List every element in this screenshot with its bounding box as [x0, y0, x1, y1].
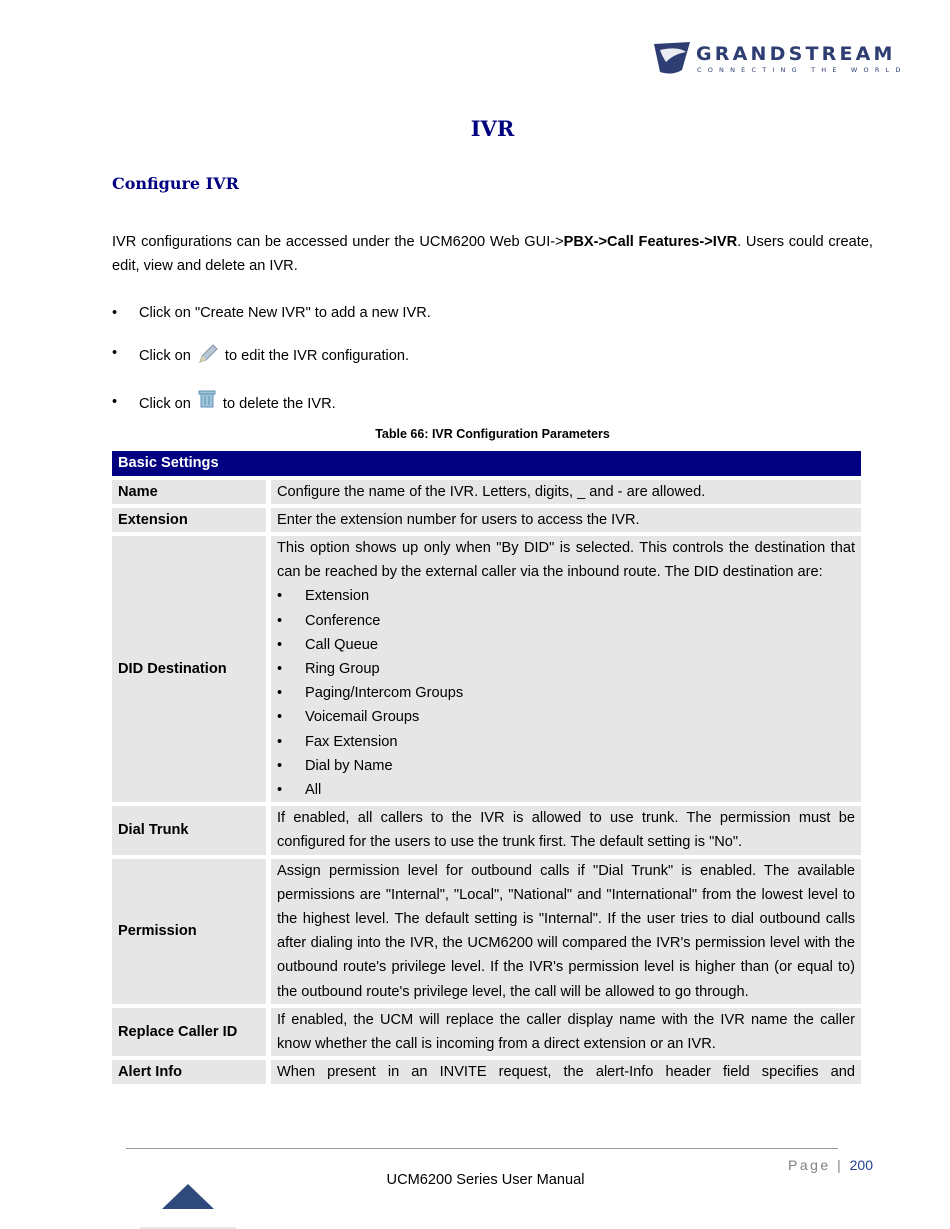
- param-description: If enabled, the UCM will replace the caller display name with the IVR name the caller know whether the call is incoming from a direct extension or an IVR.: [271, 1008, 861, 1056]
- list-item-text: Extension: [304, 588, 370, 605]
- list-item-text: Ring Group: [304, 661, 380, 678]
- brand-tagline: CONNECTING THE WORLD: [697, 66, 907, 74]
- param-description: Configure the name of the IVR. Letters, digits, _ and - are allowed.: [271, 480, 861, 504]
- bullet-delete-line: [139, 389, 336, 412]
- intro-sep1: ->: [593, 234, 608, 250]
- list-item-text: All: [304, 782, 322, 799]
- param-description: When present in an INVITE request, the alert-Info header field specifies and: [271, 1060, 861, 1084]
- footer-logo-icon: [140, 1183, 236, 1229]
- page-number-value: 200: [849, 1157, 873, 1173]
- footer-divider: [126, 1148, 838, 1149]
- list-item: • Paging/Intercom Groups: [276, 685, 464, 702]
- bullet-text: Click on: [139, 395, 191, 412]
- table-row: [112, 480, 861, 504]
- param-description: This option shows up only when "By DID" is selected. This controls the destination that can be reached by the external caller via the inbound route. The DID destination are:: [276, 540, 855, 581]
- list-item-text: Voicemail Groups: [304, 709, 420, 726]
- param-name: Alert Info: [112, 1060, 266, 1084]
- grandstream-logo: [652, 40, 908, 80]
- list-item-text: Call Queue: [304, 636, 378, 653]
- intro-sep2: ->: [699, 234, 713, 250]
- trash-icon: [197, 389, 217, 409]
- table-row: [112, 806, 861, 854]
- grandstream-logo-icon: [652, 40, 692, 76]
- list-item-text: Paging/Intercom Groups: [304, 685, 464, 702]
- footer-manual-title: UCM6200 Series User Manual: [386, 1172, 585, 1188]
- bullet-text: Click on "Create New IVR" to add a new IVR.: [139, 305, 431, 321]
- list-item-text: Fax Extension: [304, 733, 398, 750]
- list-item: • All: [276, 782, 322, 799]
- intro-text: IVR configurations can be accessed under the UCM6200 Web GUI->: [112, 234, 564, 250]
- param-name: Name: [112, 480, 266, 504]
- param-description: If enabled, all callers to the IVR is allowed to use trunk. The permission must be configured for the users to use the trunk first. The default setting is "No".: [271, 806, 861, 854]
- param-name: DID Destination: [112, 536, 266, 802]
- param-description: Assign permission level for outbound calls if "Dial Trunk" is enabled. The available permissions are "Internal", "Local", "National" and "International" from the lowest level to the highest level. The default setting is "Internal". If the user tries to dial outbound calls after dialing into the IVR, the UCM6200 will compared the IVR's permission level with the outbound route's privilege level. If the IVR's permission level is higher than (or equal to) the outbound route's privilege level, the call will be allowed to go through.: [271, 859, 861, 1004]
- bullet-dot: •: [112, 345, 118, 361]
- list-item: • Fax Extension: [276, 733, 398, 750]
- bullet-edit-line: [139, 343, 409, 365]
- param-name: Replace Caller ID: [112, 1008, 266, 1056]
- list-item: • Ring Group: [276, 661, 380, 678]
- page-separator: |: [837, 1157, 844, 1173]
- list-item-text: Conference: [304, 612, 381, 629]
- section-title: Configure IVR: [112, 174, 239, 193]
- list-item: • Voicemail Groups: [276, 709, 420, 726]
- page-number: [788, 1157, 873, 1173]
- page-label: Page: [788, 1157, 831, 1173]
- page-title: IVR: [470, 116, 515, 141]
- table-header: Basic Settings: [112, 451, 861, 476]
- edit-pencil-icon: [197, 343, 219, 365]
- bullet-text: to edit the IVR configuration.: [224, 347, 410, 364]
- intro-pbx: PBX: [563, 234, 594, 250]
- table-row: [112, 859, 861, 1004]
- intro-paragraph: [112, 230, 873, 278]
- param-name: Dial Trunk: [112, 806, 266, 854]
- param-name: Extension: [112, 508, 266, 532]
- table-row: [112, 508, 861, 532]
- bullet-text: Click on: [139, 347, 191, 364]
- table-row: [112, 1060, 861, 1084]
- param-description: Enter the extension number for users to access the IVR.: [271, 508, 861, 532]
- param-description-cell: [271, 536, 861, 802]
- bullet-dot: •: [112, 394, 118, 410]
- list-item: • Conference: [276, 612, 381, 629]
- list-item: • Dial by Name: [276, 757, 393, 774]
- list-item: • Extension: [276, 588, 370, 605]
- table-row: [112, 1008, 861, 1056]
- intro-ivr: IVR: [712, 234, 738, 250]
- intro-call-features: Call Features: [607, 234, 700, 250]
- bullet-dot: •: [112, 305, 118, 321]
- ivr-parameters-table: [112, 451, 861, 1084]
- list-item: • Call Queue: [276, 636, 378, 653]
- brand-name: GRANDSTREAM: [696, 43, 896, 65]
- table-row: [112, 536, 861, 802]
- intro-text-end: . Users could create, edit, view and delete an IVR.: [112, 234, 873, 274]
- param-name: Permission: [112, 859, 266, 1004]
- bullet-text: to delete the IVR.: [222, 395, 336, 412]
- table-caption: Table 66: IVR Configuration Parameters: [375, 427, 610, 441]
- list-item-text: Dial by Name: [304, 757, 393, 774]
